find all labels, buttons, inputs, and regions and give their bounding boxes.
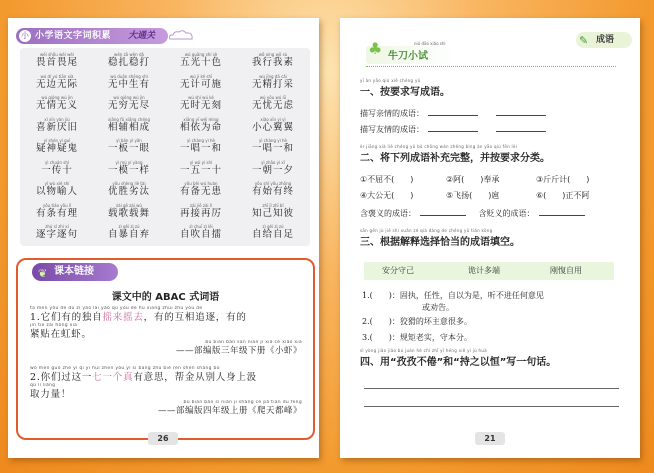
- idiom-text: 载歌载舞: [107, 207, 150, 219]
- idiom-pinyin: yǒu bèi wú huàn: [184, 181, 218, 186]
- idiom-item: [168, 138, 234, 154]
- idiom-text: 相辅相成: [107, 121, 150, 133]
- idiom-text: 一唱一和: [179, 143, 222, 154]
- idiom-pinyin: yì wǔ yì shí: [189, 159, 213, 165]
- idiom-item: [24, 160, 90, 176]
- idiom-item: [168, 74, 234, 90]
- idiom-pinyin: wěi shǒu wěi wěi: [40, 52, 74, 57]
- idiom-text: 喜新厌旧: [35, 121, 78, 133]
- idiom-text: 稳扎稳打: [107, 57, 150, 68]
- idiom-pinyin: xǐ xīn yàn jiù: [44, 116, 70, 122]
- idiom-pinyin: wú dí yú tiān xià: [40, 73, 74, 79]
- idiom-text: 我行我素: [251, 57, 294, 68]
- idiom-text: 有备无患: [179, 186, 222, 197]
- idiom-item: [168, 224, 234, 240]
- idiom-text: 再接再厉: [179, 207, 222, 219]
- example-source: ——部编版三年级下册《小虾》: [175, 346, 302, 356]
- idiom-pinyin: zì gěi zì zú: [262, 224, 284, 229]
- idiom-pinyin: yōu shèng liè tài: [112, 181, 146, 186]
- idiom-pinyin: zhī jǐ zhī bǐ: [262, 202, 284, 208]
- idiom-text: 无忧无虑: [251, 100, 294, 111]
- fill-item[interactable]: ②阿( )奉承: [446, 175, 500, 184]
- idiom-text: 有始有终: [251, 186, 294, 197]
- idiom-pinyin: zhú sǐ zhì xí: [45, 224, 69, 229]
- idiom-item: [96, 74, 162, 90]
- idiom-item: [240, 52, 306, 68]
- idiom-text: 无计可施: [179, 78, 222, 90]
- idiom-item: [240, 160, 306, 176]
- idiom-item: [24, 117, 90, 133]
- idiom-text: 疑神疑鬼: [35, 143, 78, 154]
- sprout-icon: ❦: [38, 267, 48, 280]
- section-3-title: sān gēn jù jiě shì xuǎn zé qià dàng de chéng yǔ tián kòng 三、根据解释选择恰当的成语填空。: [360, 228, 520, 248]
- divider: [366, 66, 616, 67]
- textbook-link-header: ❦ 课本链接: [32, 263, 118, 281]
- idiom-text: 一传十: [41, 164, 73, 176]
- idiom-pinyin: zì chuī zì léi: [189, 224, 213, 229]
- idiom-pinyin: yì chàng yì hè: [186, 138, 216, 143]
- idiom-pinyin: wú jīng dǎ cǎi: [259, 73, 287, 79]
- idiom-item: [24, 203, 90, 219]
- section-2-classify: 含褒义的成语： 含贬义的成语：: [360, 208, 589, 219]
- idiom-text: 无情无义: [35, 100, 78, 111]
- idiom-pinyin: zài jiē zài lì: [189, 202, 213, 208]
- fill-item[interactable]: ⑥( )正不阿: [536, 191, 590, 200]
- idiom-pinyin: yǒu shǐ yǒu zhōng: [254, 181, 292, 186]
- answer-blank[interactable]: [428, 131, 478, 132]
- idiom-text: 畏首畏尾: [35, 57, 78, 68]
- idiom-pinyin: xiāng yī wéi mìng: [183, 116, 219, 122]
- answer-blank[interactable]: [496, 115, 546, 116]
- abac-title: 课文中的 ABAC 式词语: [111, 292, 220, 303]
- highlighted-idiom: 摇来摇去: [102, 312, 144, 323]
- section-1-title: yī àn yāo qiú xiě chéng yǔ 一、按要求写成语。: [360, 78, 450, 98]
- idiom-text: 一朝一夕: [251, 164, 294, 176]
- textbook-link-box: [16, 258, 315, 440]
- idiom-pinyin: yì bǎn yì yǎn: [116, 138, 142, 143]
- idiom-pinyin: yì chàng yì hè: [258, 138, 288, 143]
- example-2: wǒ men guò zhe yì qī yì huì zhēn yǒu yì sī bāng zhǔ bié rén shēn shàng bō 2.你们过这一七一个真有意思，帮金从别人身上汲 qǔ lì liàng 取力量！ bù biān bǎn sì nián jí shàng cè pá tiān dū fēng ——部编版四年级上册《爬天都峰》: [30, 366, 302, 416]
- idiom-pinyin: wěn zā wěn dǎ: [114, 52, 144, 57]
- idiom-pinyin: wú shí wú kè: [188, 95, 214, 100]
- page-number-left: 26: [148, 432, 178, 445]
- left-page-header: [16, 28, 168, 44]
- idiom-item: [96, 203, 162, 219]
- idiom-item: [168, 181, 234, 197]
- idiom-item: [168, 160, 234, 176]
- idiom-pinyin: yì chuán shí: [44, 159, 69, 165]
- definition-1: 1.( )：固执，任性，自以为是，听不进任何意见: [362, 291, 544, 300]
- idiom-text: 无边无际: [35, 78, 78, 90]
- definition-1-cont: 或劝告。: [422, 303, 454, 312]
- fill-item[interactable]: ④大公无( ): [360, 191, 414, 200]
- answer-blank[interactable]: [420, 215, 466, 216]
- option-word: 安分守己: [382, 266, 414, 275]
- option-word: 刚愎自用: [550, 266, 582, 275]
- idiom-item: [96, 181, 162, 197]
- idiom-text: 自给自足: [251, 229, 294, 240]
- right-page: [340, 18, 640, 458]
- idiom-item: [240, 138, 306, 154]
- idiom-item: [24, 52, 90, 68]
- tree-icon: ♣: [368, 39, 383, 58]
- highlighted-idiom: 七一个真: [92, 372, 134, 383]
- idiom-text: 自吹自擂: [179, 229, 222, 240]
- fill-item[interactable]: ⑤飞扬( )扈: [446, 191, 500, 200]
- idiom-pinyin: xiǎo xīn yì yì: [260, 116, 286, 122]
- definition-2: 2.( )：狡猾的坏主意很多。: [362, 317, 472, 326]
- idiom-item: [24, 95, 90, 111]
- idiom-item: [96, 224, 162, 240]
- idiom-item: [96, 95, 162, 111]
- idiom-item: [96, 138, 162, 154]
- practice-banner: ♣ niú dāo xiǎo shì 牛刀小试: [366, 46, 456, 64]
- idiom-item: [240, 74, 306, 90]
- idiom-text: 五光十色: [179, 57, 222, 68]
- fill-item[interactable]: ③斤斤计( ): [536, 175, 590, 184]
- idiom-item: [240, 95, 306, 111]
- page-number-right: 21: [475, 432, 505, 445]
- section-1-row-2: 描写友情的成语：: [360, 124, 550, 135]
- fill-item[interactable]: ①不屈不( ): [360, 175, 414, 184]
- section-2-title: èr jiāng xià liè chéng yǔ bǔ chōng wán zhěng bìng àn yāo qiú fēn lèi 二、将下列成语补充完整，并按要求分类。: [360, 144, 550, 164]
- idiom-text: 以物喻人: [35, 186, 78, 197]
- writing-line[interactable]: [364, 388, 619, 389]
- idiom-item: [240, 181, 306, 197]
- idiom-pinyin: wǔ guāng shí sè: [184, 52, 218, 57]
- example-1: tā men yǒu de dú zì yáo lái yáo qù yǒu de hù xiāng zhuī zhú yǒu de 1.它们有的独自摇来摇去，有的互相追逐，有的 jǐn tiē zài hóng xiā 紧贴在虹虾。 bù biān bǎn sān nián jí xià cè xiǎo xiā ——部编版三年级下册《小虾》: [30, 306, 302, 356]
- idiom-text: 无穷无尽: [107, 100, 150, 111]
- idiom-text: 相依为命: [179, 121, 222, 133]
- answer-blank[interactable]: [539, 215, 585, 216]
- section-4-title: sì yòng jiǎo jiǎo bú juàn hé chí zhī yǐ héng xiě yí jù huà 四、用“孜孜不倦”和“持之以恒”写一句话。: [360, 348, 557, 368]
- idiom-text: 一板一眼: [107, 143, 150, 154]
- definition-3: 3.( )：规矩老实，守本分。: [362, 333, 472, 342]
- idiom-item: [24, 74, 90, 90]
- idiom-item: [240, 203, 306, 219]
- idiom-pinyin: xiāng fǔ xiāng chéng: [107, 116, 151, 122]
- idiom-text: 小心翼翼: [251, 121, 294, 133]
- header-subtitle: 大通关: [128, 31, 156, 41]
- idiom-item: [24, 181, 90, 197]
- idiom-pinyin: yǐ wù xié shí: [44, 181, 70, 186]
- idiom-text: 一唱一和: [251, 143, 294, 154]
- idiom-pinyin: wú duān shēng shì: [110, 73, 148, 79]
- idiom-pinyin: wú qióng wú jìn: [113, 95, 145, 100]
- idiom-text: 无时无刻: [179, 100, 222, 111]
- example-source: ——部编版四年级上册《爬天都峰》: [157, 406, 302, 416]
- idiom-item: [96, 52, 162, 68]
- idiom-text: 一模一样: [107, 164, 150, 176]
- idiom-pinyin: yí shén yí guǐ: [43, 138, 71, 143]
- idiom-item: [240, 224, 306, 240]
- idiom-item: [168, 117, 234, 133]
- idiom-item: [96, 117, 162, 133]
- idiom-pinyin: zài gē zài wǔ: [116, 202, 142, 208]
- idiom-item: [24, 138, 90, 154]
- idiom-text: 逐字逐句: [35, 229, 78, 240]
- cloud-icon: [168, 30, 194, 40]
- idiom-item: [168, 52, 234, 68]
- idiom-pinyin: wǒ xíng wǒ sù: [258, 52, 288, 57]
- idiom-item: [168, 203, 234, 219]
- idiom-pinyin: yǒu tiáo yǒu lǐ: [42, 202, 72, 208]
- idiom-grid: [20, 48, 310, 246]
- idiom-pinyin: zì gěi zì zú: [118, 224, 140, 229]
- answer-blank[interactable]: [428, 115, 478, 116]
- header-title: 小学语文字词积累: [35, 31, 112, 41]
- idiom-pinyin: yì mú yí yàng: [115, 159, 143, 165]
- idiom-text: 一五一十: [179, 164, 222, 176]
- idiom-pinyin: wú yōu wú lǜ: [259, 95, 287, 100]
- idiom-text: 有条有理: [35, 207, 78, 219]
- idiom-text: 知己知彼: [251, 207, 294, 219]
- book-badge-icon: 小: [21, 31, 29, 40]
- idiom-pinyin: wú jì kě shī: [189, 73, 213, 79]
- idiom-item: [96, 160, 162, 176]
- idiom-text: 自暴自弃: [107, 229, 150, 240]
- writing-line[interactable]: [364, 406, 619, 407]
- left-page: [8, 18, 319, 458]
- idiom-item: [168, 95, 234, 111]
- idiom-text: 无中生有: [107, 78, 150, 90]
- answer-blank[interactable]: [496, 131, 546, 132]
- right-page-header: ✎ 成语: [576, 32, 632, 48]
- idiom-pinyin: yì zhāo yì xī: [261, 159, 285, 165]
- idiom-text: 无精打采: [251, 78, 294, 90]
- idiom-text: 优胜劣汰: [107, 186, 150, 197]
- options-bar: [364, 262, 614, 280]
- idiom-pinyin: wú qióng wú jìn: [41, 95, 73, 100]
- pen-icon: ✎: [579, 34, 589, 47]
- idiom-item: [24, 224, 90, 240]
- idiom-item: [240, 117, 306, 133]
- option-word: 诡计多端: [468, 266, 500, 275]
- section-1-row-1: 描写亲情的成语：: [360, 108, 550, 119]
